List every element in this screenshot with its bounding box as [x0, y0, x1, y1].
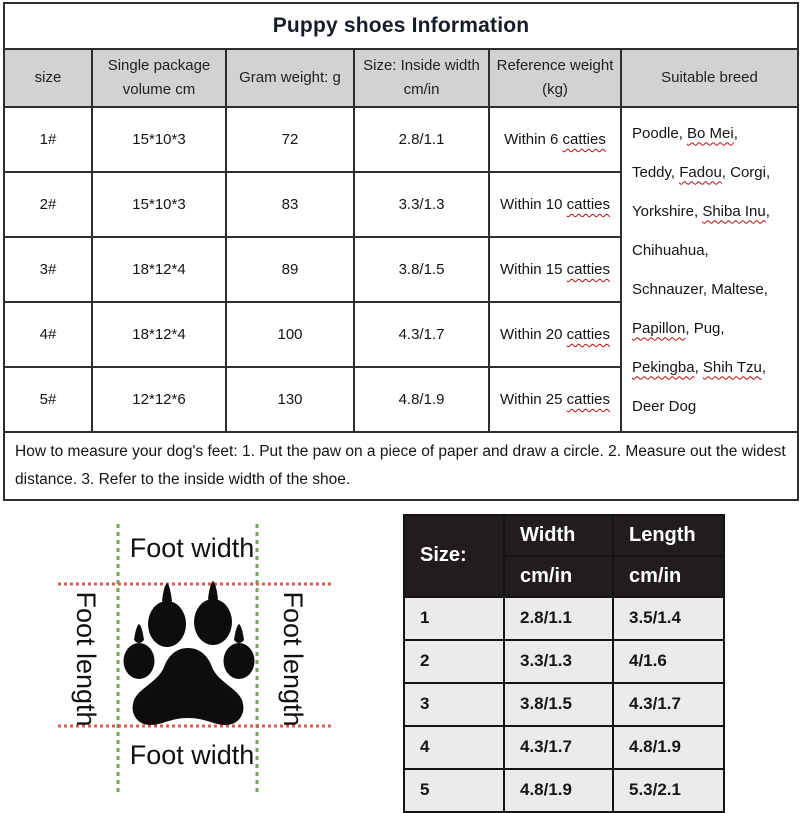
cell-volume: 15*10*3 — [92, 107, 226, 172]
cell-volume: 15*10*3 — [92, 172, 226, 237]
cell-length: 5.3/2.1 — [613, 769, 724, 812]
cell-length: 4/1.6 — [613, 640, 724, 683]
foot-width-label-top: Foot width — [129, 532, 255, 563]
title-row — [4, 3, 798, 49]
cell-size: 2 — [404, 640, 504, 683]
cell-gram: 83 — [226, 172, 354, 237]
cell-width: 3.3/1.3 — [504, 640, 613, 683]
cell-width: 3.3/1.3 — [354, 172, 489, 237]
cell-width: 3.8/1.5 — [504, 683, 613, 726]
cell-width: 2.8/1.1 — [504, 597, 613, 640]
cell-size: 2# — [4, 172, 92, 237]
cell-volume: 18*12*4 — [92, 237, 226, 302]
breed-line: Poodle, Bo Mei, — [632, 124, 738, 142]
table-row — [4, 107, 798, 172]
cell-reference — [489, 107, 621, 172]
cell-width: 4.3/1.7 — [354, 302, 489, 367]
width-unit: cm/in — [504, 556, 613, 597]
col-header-gram-weight: Gram weight: g — [226, 49, 354, 107]
note-row — [4, 432, 798, 500]
page-title: Puppy shoes Information — [4, 3, 798, 49]
cell-size: 4# — [4, 302, 92, 367]
col-header-inside-width: Size: Inside width cm/in — [354, 49, 489, 107]
table-row — [404, 683, 724, 726]
paw-print-icon — [124, 581, 255, 725]
table-row — [404, 597, 724, 640]
cell-length: 3.5/1.4 — [613, 597, 724, 640]
table-row — [404, 726, 724, 769]
breed-line: Chihuahua, — [632, 241, 709, 259]
breed-line: Yorkshire, Shiba Inu, — [632, 202, 770, 220]
width-header: Width — [504, 515, 613, 556]
paw-measurement-diagram — [0, 502, 390, 812]
length-header: Length — [613, 515, 724, 556]
length-unit: cm/in — [613, 556, 724, 597]
col-header-reference-weight: Reference weight (kg) — [489, 49, 621, 107]
cell-volume: 18*12*4 — [92, 302, 226, 367]
cell-reference: Within 25 catties — [489, 367, 621, 432]
cell-reference: Within 10 catties — [489, 172, 621, 237]
cell-length: 4.3/1.7 — [613, 683, 724, 726]
cell-gram: 100 — [226, 302, 354, 367]
measuring-instructions: How to measure your dog's feet: 1. Put the paw on a piece of paper and draw a circle. 2. Measure out the widest distance. 3. Refer to the inside width of the shoe. — [4, 432, 798, 500]
puppy-info-table — [3, 2, 799, 501]
cell-length: 4.8/1.9 — [613, 726, 724, 769]
cell-gram: 130 — [226, 367, 354, 432]
header-row — [4, 49, 798, 107]
cell-width: 3.8/1.5 — [354, 237, 489, 302]
breed-line: Pekingba, Shih Tzu, — [632, 358, 767, 376]
foot-length-label-right: Foot length — [278, 591, 308, 727]
cell-width: 4.8/1.9 — [504, 769, 613, 812]
cell-gram: 72 — [226, 107, 354, 172]
cell-width: 4.3/1.7 — [504, 726, 613, 769]
col-header-package-volume: Single package volume cm — [92, 49, 226, 107]
cell-size: 5 — [404, 769, 504, 812]
cell-size: 1 — [404, 597, 504, 640]
cell-volume: 12*12*6 — [92, 367, 226, 432]
cell-size: 1# — [4, 107, 92, 172]
suitable-breed-cell — [621, 107, 798, 432]
cell-reference: Within 15 catties — [489, 237, 621, 302]
cell-size: 5# — [4, 367, 92, 432]
reference-wavy-word: catties — [562, 131, 606, 148]
cell-size: 4 — [404, 726, 504, 769]
cell-reference: Within 20 catties — [489, 302, 621, 367]
col-header-suitable-breed: Suitable breed — [621, 49, 798, 107]
cell-width: 2.8/1.1 — [354, 107, 489, 172]
size-table-header-row — [404, 515, 724, 556]
breed-line: Papillon, Pug, — [632, 319, 725, 337]
cell-size: 3 — [404, 683, 504, 726]
breed-line: Schnauzer, Maltese, — [632, 280, 768, 298]
table-row — [404, 640, 724, 683]
bottom-section — [0, 502, 800, 812]
col-header-size: size — [4, 49, 92, 107]
table-row — [404, 769, 724, 812]
size-header: Size: — [404, 515, 504, 597]
breed-line: Teddy, Fadou, Corgi, — [632, 163, 771, 181]
cell-size: 3# — [4, 237, 92, 302]
size-reference-table — [403, 514, 725, 813]
cell-width: 4.8/1.9 — [354, 367, 489, 432]
cell-gram: 89 — [226, 237, 354, 302]
foot-width-label-bottom: Foot width — [129, 739, 255, 770]
breed-line: Deer Dog — [632, 397, 697, 415]
reference-text: Within 6 — [504, 131, 563, 148]
foot-length-label-left: Foot length — [71, 591, 101, 727]
